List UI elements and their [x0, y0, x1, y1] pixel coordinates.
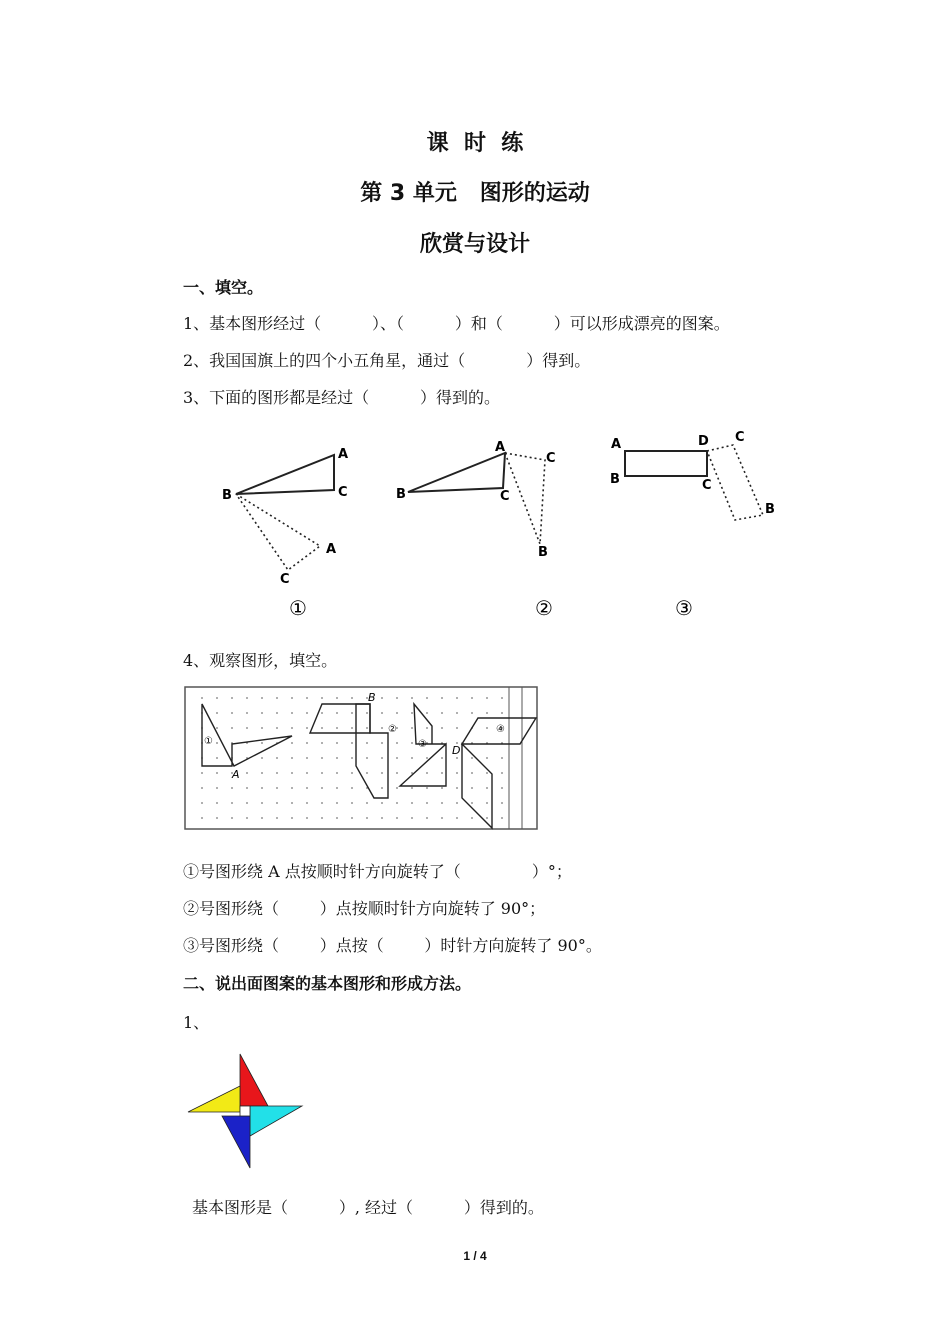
grid-dot — [486, 712, 488, 714]
grid-dot — [321, 772, 323, 774]
grid-dot — [321, 712, 323, 714]
grid-dot — [411, 697, 413, 699]
grid-dot — [261, 802, 263, 804]
fig1-label-c: C — [338, 485, 348, 500]
pinwheel-yellow-triangle — [188, 1086, 240, 1112]
grid-dot — [366, 727, 368, 729]
grid-dot — [201, 772, 203, 774]
grid-dot — [291, 757, 293, 759]
grid-dot — [426, 712, 428, 714]
grid-dot — [351, 817, 353, 819]
grid-dot — [351, 802, 353, 804]
grid-dot — [396, 817, 398, 819]
fig3-label-b: B — [610, 472, 620, 487]
grid-dot — [216, 712, 218, 714]
grid-dot — [381, 802, 383, 804]
grid-dot — [471, 757, 473, 759]
grid-dot — [216, 742, 218, 744]
grid-dot — [231, 697, 233, 699]
grid-dot — [291, 817, 293, 819]
grid-dot — [336, 787, 338, 789]
grid-dot — [321, 757, 323, 759]
grid-dot — [261, 742, 263, 744]
grid-dot — [276, 817, 278, 819]
pinwheel-blue-triangle — [222, 1116, 250, 1168]
grid-dot — [486, 772, 488, 774]
fig1-label-a2: A — [326, 542, 337, 557]
grid-dot — [336, 772, 338, 774]
grid-dot — [501, 772, 503, 774]
grid-dot — [396, 757, 398, 759]
question-4c: ③号图形绕（ ）点按（ ）时针方向旋转了 90°。 — [183, 936, 602, 955]
grid-dot — [366, 772, 368, 774]
grid-dot — [201, 817, 203, 819]
grid-figure — [184, 686, 540, 832]
grid-dot — [306, 742, 308, 744]
grid-dot — [396, 772, 398, 774]
grid-dot — [246, 817, 248, 819]
grid-dot — [366, 742, 368, 744]
grid-dot — [486, 697, 488, 699]
grid-dot — [441, 787, 443, 789]
grid-dot — [216, 817, 218, 819]
fig2-label-b: B — [396, 487, 406, 502]
grid-dot — [366, 802, 368, 804]
grid-dot — [426, 802, 428, 804]
grid-dot — [336, 697, 338, 699]
grid-dot — [381, 712, 383, 714]
point-d: D — [452, 744, 461, 757]
grid-dot — [231, 802, 233, 804]
mark-3: ③ — [418, 739, 427, 750]
grid-dot — [441, 697, 443, 699]
grid-dot — [441, 727, 443, 729]
grid-dot — [486, 727, 488, 729]
grid-dot — [291, 697, 293, 699]
grid-dot — [246, 802, 248, 804]
grid-dot — [471, 772, 473, 774]
caption-2: ② — [535, 596, 553, 620]
grid-dot — [231, 727, 233, 729]
grid-dot — [306, 787, 308, 789]
section2-heading: 二、说出面图案的基本图形和形成方法。 — [183, 974, 472, 993]
grid-dot — [291, 802, 293, 804]
figure-3 — [625, 445, 763, 520]
grid-dot — [216, 787, 218, 789]
grid-dot — [366, 757, 368, 759]
caption-3: ③ — [675, 596, 693, 620]
grid-dot — [471, 787, 473, 789]
grid-dot — [321, 802, 323, 804]
mark-1: ① — [204, 736, 213, 747]
grid-dot — [261, 817, 263, 819]
grid-dot — [351, 757, 353, 759]
grid-dot — [336, 742, 338, 744]
grid-dot — [501, 802, 503, 804]
pinwheel-cyan-triangle — [250, 1106, 302, 1136]
fig1-label-b: B — [222, 488, 232, 503]
grid-dot — [456, 757, 458, 759]
grid-dot — [381, 787, 383, 789]
fig3-label-b2: B — [765, 502, 775, 517]
grid-dot — [246, 727, 248, 729]
grid-dot — [426, 772, 428, 774]
grid-dot — [486, 802, 488, 804]
grid-dot — [276, 727, 278, 729]
caption-1: ① — [289, 596, 307, 620]
question-3: 3、下面的图形都是经过（ ）得到的。 — [183, 388, 501, 407]
fig2-label-b2: B — [538, 545, 548, 560]
rotation-figures — [200, 422, 800, 622]
question-2: 2、我国国旗上的四个小五角星，通过（ ）得到。 — [183, 351, 591, 370]
pinwheel-pattern — [184, 1050, 306, 1172]
grid-dot — [441, 817, 443, 819]
grid-dot — [411, 727, 413, 729]
grid-dot — [246, 697, 248, 699]
fig3-label-c2: C — [735, 430, 745, 445]
grid-dot — [261, 787, 263, 789]
grid-dot — [486, 787, 488, 789]
grid-dot — [246, 787, 248, 789]
grid-dot — [411, 742, 413, 744]
grid-dot — [456, 772, 458, 774]
grid-dot — [411, 817, 413, 819]
point-b: B — [368, 691, 376, 704]
grid-dot — [216, 772, 218, 774]
grid-dot — [426, 817, 428, 819]
grid-dot — [231, 712, 233, 714]
grid-dot — [396, 712, 398, 714]
unit-title: 第 3 单元 图形的运动 — [360, 181, 590, 206]
grid-dot — [306, 757, 308, 759]
item-1-label: 1、 — [183, 1013, 210, 1032]
grid-dot — [291, 712, 293, 714]
grid-dot — [261, 727, 263, 729]
grid-dot — [321, 727, 323, 729]
grid-dot — [441, 802, 443, 804]
mark-2: ② — [388, 724, 397, 735]
grid-dot — [246, 772, 248, 774]
grid-dot — [306, 697, 308, 699]
grid-dot — [381, 727, 383, 729]
fig2-label-a: A — [495, 440, 506, 455]
question-1: 1、基本图形经过（ ）、（ ）和（ ）可以形成漂亮的图案。 — [183, 314, 730, 333]
grid-dot — [411, 802, 413, 804]
section1-heading: 一、填空。 — [183, 278, 264, 297]
grid-dot — [351, 712, 353, 714]
grid-dot — [336, 757, 338, 759]
grid-dot — [306, 802, 308, 804]
grid-dot — [426, 697, 428, 699]
grid-dot — [501, 712, 503, 714]
page-title: 课 时 练 — [426, 131, 524, 156]
page-number: 1 / 4 — [463, 1249, 487, 1263]
grid-dot — [291, 727, 293, 729]
fig1-label-a: A — [338, 447, 349, 462]
grid-dot — [216, 757, 218, 759]
grid-dot — [276, 697, 278, 699]
grid-dot — [336, 727, 338, 729]
grid-dot — [261, 757, 263, 759]
figure-2 — [408, 453, 545, 544]
grid-dot — [456, 697, 458, 699]
grid-dot — [471, 712, 473, 714]
grid-dot — [396, 802, 398, 804]
grid-dot — [366, 712, 368, 714]
grid-dot — [306, 712, 308, 714]
grid-dot — [201, 697, 203, 699]
grid-dot — [396, 742, 398, 744]
fig2-label-c2: C — [546, 451, 556, 466]
grid-dot — [201, 802, 203, 804]
grid-dot — [381, 817, 383, 819]
grid-dot — [411, 757, 413, 759]
grid-dot — [216, 697, 218, 699]
grid-dot — [336, 802, 338, 804]
grid-dot — [441, 712, 443, 714]
grid-dot — [471, 817, 473, 819]
grid-dot — [351, 697, 353, 699]
grid-dot — [216, 802, 218, 804]
grid-dot — [501, 787, 503, 789]
grid-dot — [321, 742, 323, 744]
lesson-title: 欣赏与设计 — [419, 232, 530, 257]
grid-dot — [336, 817, 338, 819]
grid-dot — [471, 802, 473, 804]
grid-dot — [231, 787, 233, 789]
grid-dot — [501, 817, 503, 819]
grid-dot — [471, 697, 473, 699]
grid-dot — [501, 757, 503, 759]
figure-1 — [236, 455, 337, 570]
mark-4: ④ — [496, 724, 505, 735]
grid-dot — [351, 787, 353, 789]
grid-dot — [456, 817, 458, 819]
grid-dot — [456, 787, 458, 789]
question-4a: ①号图形绕 A 点按顺时针方向旋转了（ ）°； — [183, 862, 572, 881]
question-4b: ②号图形绕（ ）点按顺时针方向旋转了 90°； — [183, 899, 546, 918]
grid-dot — [261, 772, 263, 774]
grid-dot — [396, 697, 398, 699]
grid-dot — [381, 742, 383, 744]
grid-dot — [426, 787, 428, 789]
grid-dot — [501, 697, 503, 699]
grid-dot — [321, 817, 323, 819]
grid-dot — [306, 772, 308, 774]
grid-dot — [396, 787, 398, 789]
grid-dot — [261, 697, 263, 699]
section2-answer: 基本图形是（ ）, 经过（ ）得到的。 — [192, 1198, 544, 1217]
grid-dot — [381, 772, 383, 774]
grid-dot — [291, 772, 293, 774]
grid-dot — [201, 787, 203, 789]
grid-dot — [321, 697, 323, 699]
grid-dot — [276, 787, 278, 789]
grid-dot — [291, 742, 293, 744]
grid-dot — [276, 757, 278, 759]
grid-dot — [456, 802, 458, 804]
grid-dot — [426, 757, 428, 759]
point-a: A — [232, 768, 240, 781]
grid-dot — [336, 712, 338, 714]
question-4: 4、观察图形，填空。 — [183, 651, 338, 670]
grid-dot — [351, 772, 353, 774]
grid-dot — [231, 817, 233, 819]
grid-dot — [246, 712, 248, 714]
grid-dot — [411, 787, 413, 789]
grid-dot — [426, 727, 428, 729]
fig3-label-c: C — [702, 478, 712, 493]
fig3-label-a: A — [611, 437, 622, 452]
fig3-label-d: D — [698, 434, 709, 449]
grid-dot — [411, 712, 413, 714]
grid-dot — [351, 727, 353, 729]
grid-dot — [276, 802, 278, 804]
grid-dot — [291, 787, 293, 789]
grid-dot — [441, 772, 443, 774]
pinwheel-red-triangle — [240, 1054, 268, 1106]
fig2-label-c: C — [500, 489, 510, 504]
grid-dot — [456, 712, 458, 714]
grid-dot — [276, 772, 278, 774]
grid-dot — [456, 727, 458, 729]
grid-dot — [441, 757, 443, 759]
grid-dot — [321, 787, 323, 789]
grid-dot — [306, 817, 308, 819]
grid-dot — [306, 727, 308, 729]
grid-dot — [276, 712, 278, 714]
grid-dot — [381, 757, 383, 759]
grid-dot — [381, 697, 383, 699]
grid-dot — [366, 817, 368, 819]
grid-dot — [486, 817, 488, 819]
fig1-label-c2: C — [280, 572, 290, 587]
grid-dot — [351, 742, 353, 744]
grid-dot — [261, 712, 263, 714]
grid-dot — [216, 727, 218, 729]
grid-dot — [486, 757, 488, 759]
